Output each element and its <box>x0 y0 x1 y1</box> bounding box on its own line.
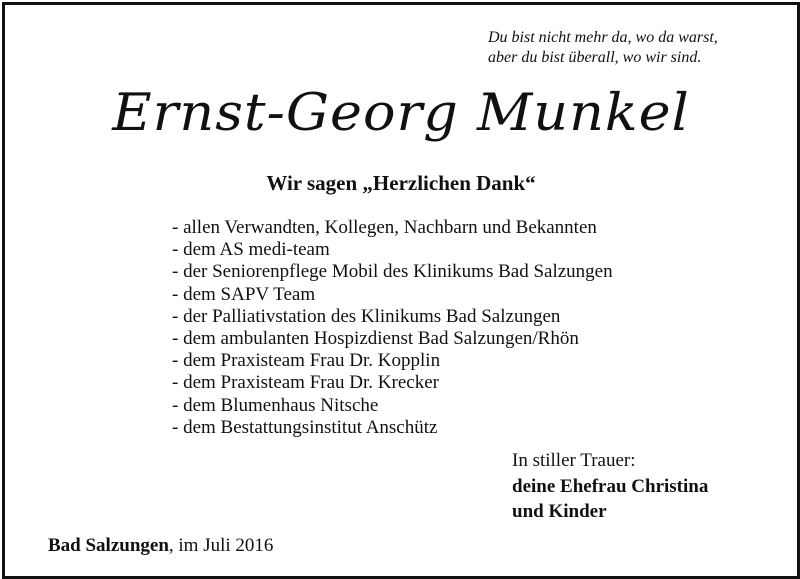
thanks-heading: Wir sagen „Herzlichen Dank“ <box>266 171 536 195</box>
list-item: - dem ambulanten Hospizdienst Bad Salzungen/Rhön <box>172 328 579 350</box>
list-item: - dem Praxisteam Frau Dr. Krecker <box>172 372 439 394</box>
mourning-signature <box>512 447 792 524</box>
date: , im Juli 2016 <box>168 535 274 556</box>
thanks-list <box>172 217 732 439</box>
list-item: - der Palliativstation des Klinikums Bad Salzungen <box>172 305 561 327</box>
place: Bad Salzungen <box>48 535 169 556</box>
quote-line-1: Du bist nicht mehr da, wo da warst, <box>488 29 718 46</box>
mourner-line-1: deine Ehefrau Christina <box>512 476 709 497</box>
list-item: - der Seniorenpflege Mobil des Klinikums Bad Salzungen <box>172 261 613 283</box>
obituary-notice <box>2 2 800 579</box>
list-item: - dem Praxisteam Frau Dr. Kopplin <box>172 350 441 372</box>
quote-line-2: aber du bist überall, wo wir sind. <box>488 49 702 66</box>
list-item: - dem Bestattungsinstitut Anschütz <box>172 416 438 438</box>
mourning-intro: In stiller Trauer: <box>512 450 636 471</box>
list-item: - dem SAPV Team <box>172 283 316 305</box>
memorial-quote <box>488 28 788 68</box>
deceased-name: Ernst-Georg Munkel <box>112 82 690 143</box>
mourner-line-2: und Kinder <box>512 501 607 522</box>
place-date <box>48 535 273 557</box>
list-item: - dem Blumenhaus Nitsche <box>172 394 379 416</box>
list-item: - allen Verwandten, Kollegen, Nachbarn und Bekannten <box>172 217 597 238</box>
list-item: - dem AS medi-team <box>172 239 330 261</box>
